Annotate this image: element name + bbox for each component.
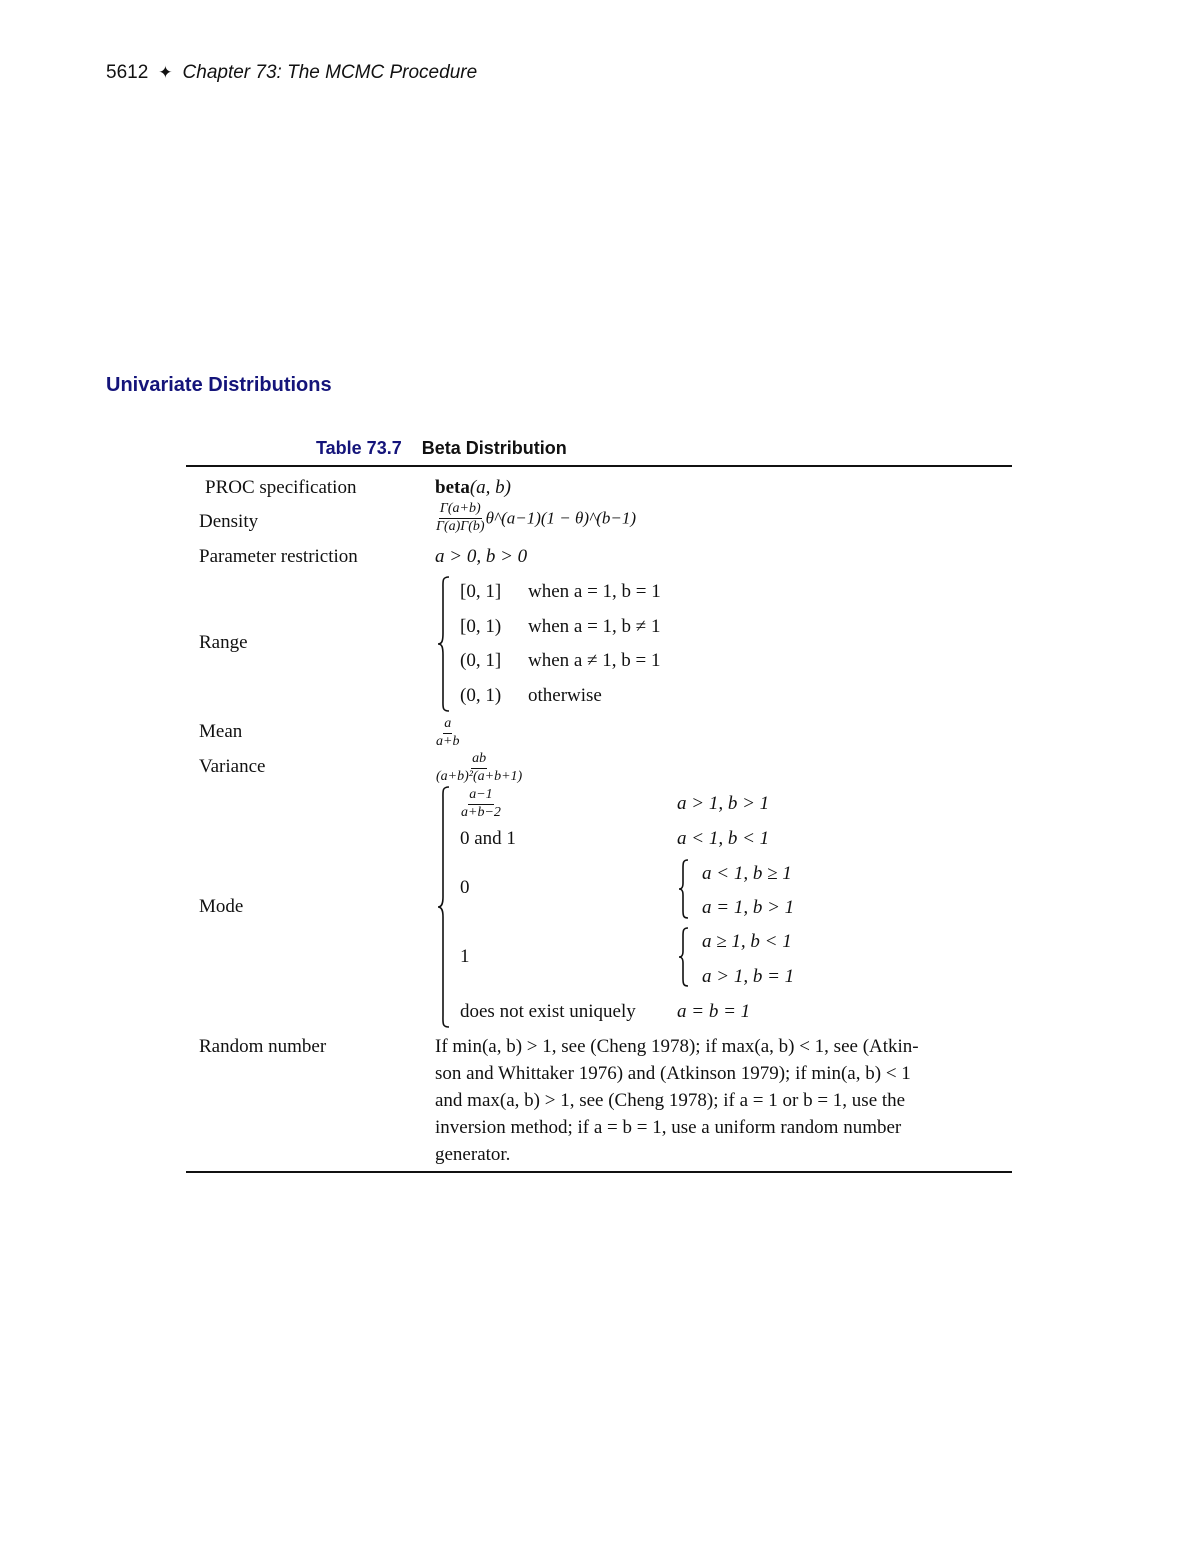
mode-case3-value: 0 xyxy=(460,877,470,898)
mode-case5-condition: a = b = 1 xyxy=(677,1001,751,1022)
row-label-range: Range xyxy=(199,632,248,653)
mean-fraction xyxy=(435,717,460,749)
range-interval-3: (0, 1] xyxy=(460,650,502,671)
random-line-4: inversion method; if a = b = 1, use a uniform random number xyxy=(435,1117,902,1138)
range-interval-2: [0, 1) xyxy=(460,616,502,637)
mode-case2-value: 0 and 1 xyxy=(460,828,516,849)
range-condition-3: when a ≠ 1, b = 1 xyxy=(528,650,661,671)
variance-denominator: (a+b)²(a+b+1) xyxy=(436,768,523,784)
mean-formula xyxy=(435,717,460,749)
proc-value xyxy=(435,478,511,497)
range-condition-4: otherwise xyxy=(528,685,602,706)
running-header xyxy=(106,62,477,84)
row-label-proc: PROC specification xyxy=(205,477,357,498)
range-interval-1: [0, 1] xyxy=(460,581,502,602)
range-interval-4: (0, 1) xyxy=(460,685,502,706)
row-label-variance: Variance xyxy=(199,756,266,777)
page-number: 5612 xyxy=(106,62,149,83)
density-numerator: Γ(a+b) xyxy=(439,502,482,519)
mode-fraction xyxy=(460,788,502,820)
separator-icon: ✦ xyxy=(158,63,173,82)
table-title: Beta Distribution xyxy=(421,438,567,458)
mode-case3-condition-2: a = 1, b > 1 xyxy=(702,897,795,918)
table-caption xyxy=(316,438,567,459)
mode-case1-formula xyxy=(460,788,502,820)
table-number: Table 73.7 xyxy=(316,438,402,458)
mean-numerator: a xyxy=(443,717,452,734)
density-formula xyxy=(435,502,636,534)
mode-case2-condition: a < 1, b < 1 xyxy=(677,828,770,849)
variance-numerator: ab xyxy=(471,752,487,769)
param-value: a > 0, b > 0 xyxy=(435,546,528,567)
proc-keyword: beta xyxy=(435,477,470,498)
table-top-rule xyxy=(186,465,1012,467)
mode-case4-brace-icon xyxy=(677,926,691,988)
range-brace-icon xyxy=(436,575,452,713)
chapter-title: Chapter 73: The MCMC Procedure xyxy=(182,62,478,83)
density-denominator: Γ(a)Γ(b) xyxy=(436,518,485,534)
mode-case1-condition: a > 1, b > 1 xyxy=(677,793,770,814)
row-label-mode: Mode xyxy=(199,896,244,917)
random-line-3: and max(a, b) > 1, see (Cheng 1978); if a = 1 or b = 1, use the xyxy=(435,1090,906,1111)
mode-case3-condition-1: a < 1, b ≥ 1 xyxy=(702,863,792,884)
row-label-density: Density xyxy=(199,511,259,532)
range-condition-1: when a = 1, b = 1 xyxy=(528,581,661,602)
random-line-1: If min(a, b) > 1, see (Cheng 1978); if max(a, b) < 1, see (Atkin- xyxy=(435,1036,919,1057)
row-label-mean: Mean xyxy=(199,721,243,742)
mode-case4-condition-1: a ≥ 1, b < 1 xyxy=(702,931,792,952)
table-bottom-rule xyxy=(186,1171,1012,1173)
mode-numerator: a−1 xyxy=(468,788,493,805)
range-condition-2: when a = 1, b ≠ 1 xyxy=(528,616,661,637)
proc-args: (a, b) xyxy=(469,477,511,498)
mean-denominator: a+b xyxy=(436,733,460,749)
row-label-random: Random number xyxy=(199,1036,327,1057)
variance-fraction xyxy=(435,752,523,784)
mode-case5-value: does not exist uniquely xyxy=(460,1001,636,1022)
row-label-param: Parameter restriction xyxy=(199,546,358,567)
density-fraction xyxy=(435,502,486,534)
mode-denominator: a+b−2 xyxy=(461,804,501,820)
density-rest: θ^(a−1)(1 − θ)^(b−1) xyxy=(485,508,637,528)
variance-formula xyxy=(435,752,523,784)
mode-brace-icon xyxy=(436,785,452,1030)
random-line-5: generator. xyxy=(435,1144,511,1165)
mode-case4-condition-2: a > 1, b = 1 xyxy=(702,966,795,987)
random-line-2: son and Whittaker 1976) and (Atkinson 1979); if min(a, b) < 1 xyxy=(435,1063,911,1084)
mode-case3-brace-icon xyxy=(677,858,691,920)
section-title: Univariate Distributions xyxy=(106,374,332,396)
mode-case4-value: 1 xyxy=(460,946,470,967)
